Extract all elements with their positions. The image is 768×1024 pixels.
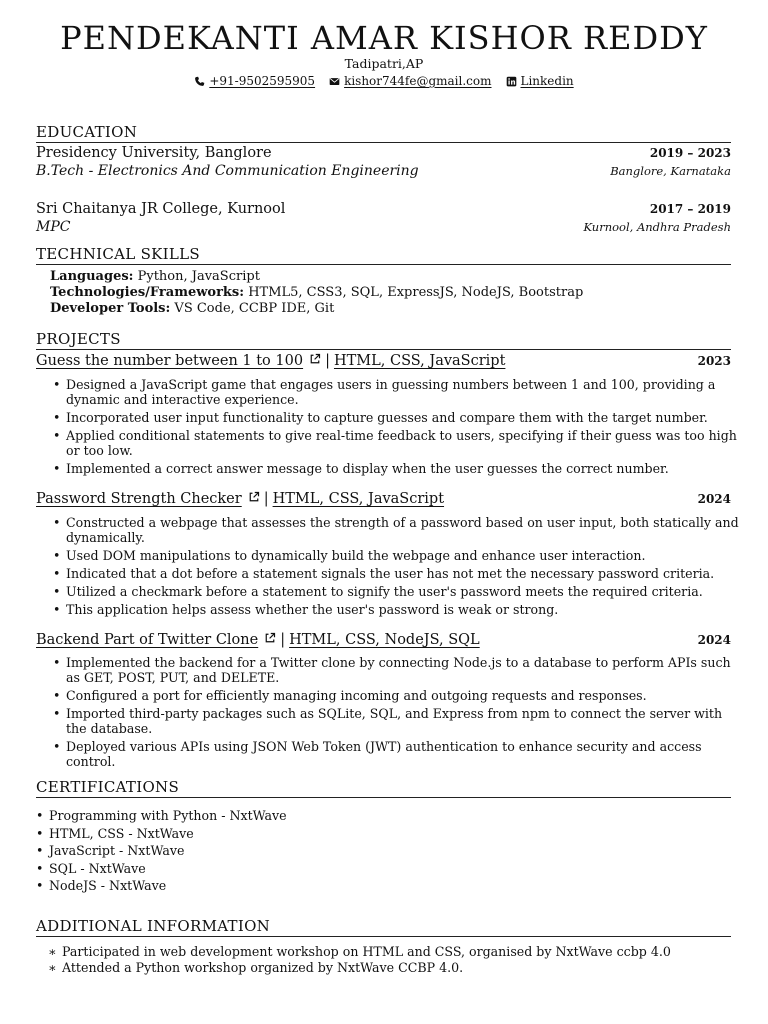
certifications-list	[36, 807, 726, 895]
school-name: Presidency University, Banglore	[36, 145, 272, 161]
list-item: • JavaScript - NxtWave	[36, 842, 726, 860]
external-link-icon[interactable]	[264, 632, 276, 644]
skill-value: Python, JavaScript	[133, 269, 260, 284]
list-item: • Used DOM manipulations to dynamically build the webpage and enhance user interaction.	[50, 548, 740, 563]
list-item: • Indicated that a dot before a statement signals the user has not met the necessary password criteria.	[50, 566, 740, 581]
list-item: • Implemented a correct answer message to display when the user guesses the correct number.	[50, 461, 740, 476]
separator: |	[325, 353, 330, 369]
education-entry-2	[36, 201, 731, 217]
list-item: • Constructed a webpage that assesses the strength of a password based on user input, both statically and dynamically.	[50, 515, 740, 545]
separator: |	[263, 491, 269, 507]
candidate-location: Tadipatri,AP	[344, 56, 424, 71]
list-item: • Configured a port for efficiently managing incoming and outgoing requests and responses.	[50, 688, 740, 703]
skill-value: VS Code, CCBP IDE, Git	[170, 301, 335, 316]
skill-row	[50, 301, 730, 317]
projects-heading: PROJECTS	[36, 330, 731, 350]
phone-icon	[194, 76, 205, 87]
project-title[interactable]: Password Strength Checker	[36, 491, 242, 507]
degree: B.Tech - Electronics And Communication Engineering	[36, 163, 419, 179]
project-header-2	[36, 491, 731, 507]
external-link-icon[interactable]	[309, 353, 321, 365]
separator: |	[280, 632, 286, 648]
phone-text: +91-9502595905	[209, 74, 316, 88]
project-bullets-3	[50, 655, 740, 772]
project-tech: HTML, CSS, NodeJS, SQL	[289, 632, 480, 648]
skill-value: HTML5, CSS3, SQL, ExpressJS, NodeJS, Bootstrap	[244, 285, 584, 300]
skills-heading: TECHNICAL SKILLS	[36, 245, 731, 265]
candidate-name: PENDEKANTI AMAR KISHOR REDDY	[60, 19, 708, 57]
certifications-heading: CERTIFICATIONS	[36, 778, 731, 798]
list-item: • SQL - NxtWave	[36, 860, 726, 878]
list-item: • Utilized a checkmark before a statement to signify the user's password meets the required criteria.	[50, 584, 740, 599]
skill-label: Technologies/Frameworks:	[50, 285, 245, 300]
email-link[interactable]	[329, 73, 491, 89]
education-heading: EDUCATION	[36, 123, 731, 143]
additional-list	[48, 944, 738, 976]
project-header-3	[36, 632, 731, 648]
list-item: • Incorporated user input functionality to capture guesses and compare them with the target number.	[50, 410, 740, 425]
list-item: • Implemented the backend for a Twitter clone by connecting Node.js to a database to perform APIs such as GET, POST, PUT, and DELETE.	[50, 655, 740, 685]
envelope-icon	[329, 76, 340, 87]
email-text: kishor744fe@gmail.com	[344, 74, 492, 88]
school-years: 2017 – 2019	[649, 202, 731, 216]
list-item: • Programming with Python - NxtWave	[36, 807, 726, 825]
list-item: • Applied conditional statements to give real-time feedback to users, specifying if their guess was too high or too low.	[50, 428, 740, 458]
project-year: 2024	[697, 633, 731, 647]
project-bullets-2	[50, 515, 740, 620]
education-detail-1	[36, 163, 731, 179]
skill-row	[50, 285, 730, 301]
degree: MPC	[36, 219, 71, 235]
list-item: • NodeJS - NxtWave	[36, 877, 726, 895]
contact-bar	[0, 73, 768, 89]
project-header-1	[36, 353, 731, 369]
linkedin-text: Linkedin	[520, 74, 574, 88]
school-name: Sri Chaitanya JR College, Kurnool	[36, 201, 286, 217]
list-item: • This application helps assess whether the user's password is weak or strong.	[50, 602, 740, 617]
project-year: 2024	[697, 492, 731, 506]
list-item: • Imported third-party packages such as SQLite, SQL, and Express from npm to connect the server with the database.	[50, 706, 740, 736]
project-bullets-1	[50, 377, 740, 479]
project-tech: HTML, CSS, JavaScript	[333, 353, 506, 369]
list-item: • Designed a JavaScript game that engages users in guessing numbers between 1 and 100, providing a dynamic and interactive experience.	[50, 377, 740, 407]
linkedin-link[interactable]	[506, 73, 574, 89]
project-title[interactable]: Guess the number between 1 to 100	[36, 353, 304, 369]
project-title[interactable]: Backend Part of Twitter Clone	[36, 632, 259, 648]
skills-list	[50, 269, 730, 317]
list-item: ∗ Participated in web development workshop on HTML and CSS, organised by NxtWave ccbp 4.0	[48, 944, 738, 960]
linkedin-icon	[506, 76, 517, 87]
skill-label: Languages:	[50, 269, 134, 284]
skill-row	[50, 269, 730, 285]
external-link-icon[interactable]	[248, 491, 260, 503]
project-tech: HTML, CSS, JavaScript	[272, 491, 445, 507]
list-item: ∗ Attended a Python workshop organized by NxtWave CCBP 4.0.	[48, 960, 738, 976]
phone-link[interactable]	[194, 73, 315, 89]
education-detail-2	[36, 219, 731, 235]
project-year: 2023	[697, 354, 731, 368]
school-place: Kurnool, Andhra Pradesh	[583, 220, 731, 234]
school-years: 2019 – 2023	[649, 146, 731, 160]
skill-label: Developer Tools:	[50, 301, 171, 316]
list-item: • HTML, CSS - NxtWave	[36, 825, 726, 843]
additional-heading: ADDITIONAL INFORMATION	[36, 917, 731, 937]
school-place: Banglore, Karnataka	[610, 164, 731, 178]
list-item: • Deployed various APIs using JSON Web Token (JWT) authentication to enhance security and access control.	[50, 739, 740, 769]
education-entry-1	[36, 145, 731, 161]
